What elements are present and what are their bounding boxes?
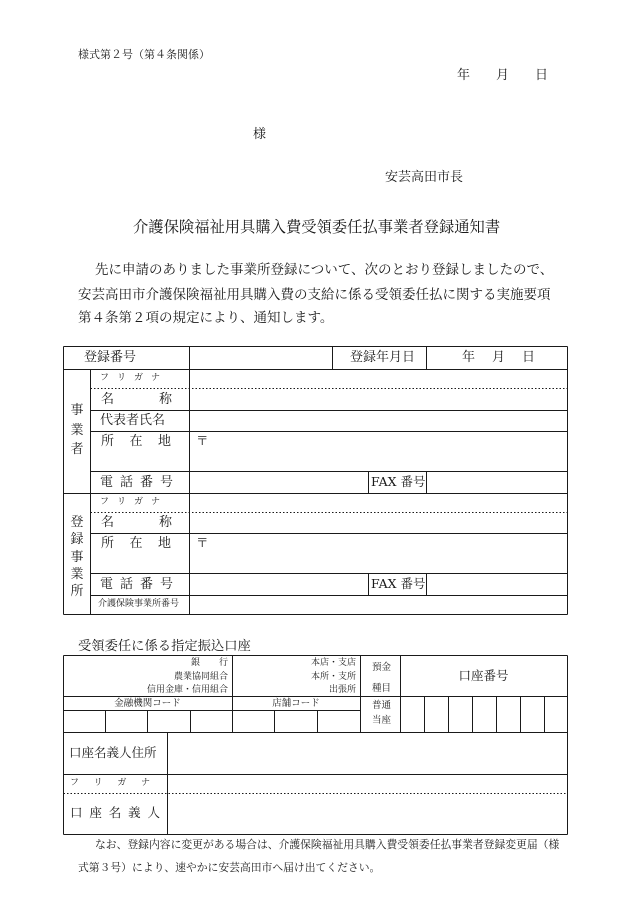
deposit-type-label: 種目 bbox=[372, 682, 392, 694]
label-character: 座 bbox=[89, 805, 102, 820]
label-character: 録 bbox=[70, 532, 84, 548]
holder-address-field bbox=[167, 732, 567, 774]
issue-date-line: 年 月 日 bbox=[457, 68, 549, 83]
branch-code-label: 店舗コード bbox=[272, 697, 320, 709]
label-character: フ bbox=[100, 497, 110, 507]
institution-code-digit-box bbox=[105, 710, 147, 732]
account-number-digit-box bbox=[424, 696, 448, 732]
registration-number-label: 登録番号 bbox=[84, 350, 137, 365]
label-character: 号 bbox=[159, 576, 173, 592]
label-character: 口 bbox=[70, 805, 83, 820]
label-character: 番 bbox=[139, 576, 153, 592]
label-character: 所 bbox=[101, 434, 115, 449]
institution-code-digit-box bbox=[190, 710, 232, 732]
body-line: 先に申請のありました事業所登録について、次のとおり登録しましたので、 bbox=[95, 262, 554, 278]
office-number-field bbox=[189, 595, 567, 614]
operator-representative-label: 代表者氏名 bbox=[100, 413, 166, 428]
branch-type-sub-office: 出張所 bbox=[328, 684, 356, 695]
label-character: 名 bbox=[101, 391, 115, 407]
office-section-label bbox=[70, 516, 84, 598]
deposit-type-ordinary: 普通 bbox=[372, 699, 392, 711]
holder-name-label bbox=[70, 807, 160, 820]
footer-note-line: なお、登録内容に変更がある場合は、介護保険福祉用具購入費受領委任払事業者登録変更届（様 bbox=[95, 837, 560, 851]
label-character: ナ bbox=[150, 373, 160, 383]
label-character: リ bbox=[116, 373, 126, 383]
label-character: 行 bbox=[218, 657, 228, 668]
label-character: ナ bbox=[140, 778, 150, 788]
office-fax-label: FAX 番号 bbox=[371, 576, 426, 591]
label-character: 所 bbox=[101, 536, 115, 551]
label-character: 在 bbox=[129, 536, 143, 551]
label-character: フ bbox=[70, 778, 80, 788]
label-character: 事 bbox=[70, 403, 84, 418]
label-character: 業 bbox=[70, 422, 84, 438]
account-number-label: 口座番号 bbox=[458, 668, 509, 683]
operator-name-field bbox=[189, 388, 567, 410]
label-character: 者 bbox=[70, 442, 84, 457]
deposit-type-label: 預金 bbox=[372, 661, 392, 673]
operator-phone-label bbox=[100, 476, 173, 489]
office-furigana-field bbox=[189, 493, 567, 512]
institution-code-digit-box bbox=[63, 710, 105, 732]
office-name-label bbox=[101, 516, 172, 529]
office-phone-label bbox=[100, 578, 173, 591]
account-number-digit-box bbox=[400, 696, 424, 732]
label-character: 称 bbox=[158, 515, 172, 530]
institution-type-credit-union: 信用金庫・信用組合 bbox=[146, 684, 228, 695]
branch-type-head-office: 本所・支所 bbox=[310, 671, 356, 682]
label-character: 電 bbox=[100, 576, 114, 592]
holder-furigana-label bbox=[70, 779, 150, 788]
registration-date-value: 年 月 日 bbox=[462, 350, 538, 365]
footer-note-line: 式第３号）により、速やかに安芸高田市へ届け出てください。 bbox=[78, 860, 381, 874]
office-address-label bbox=[101, 537, 171, 550]
office-name-field bbox=[189, 512, 567, 533]
label-character: 名 bbox=[108, 805, 122, 820]
holder-address-label: 口座名義人住所 bbox=[69, 744, 157, 760]
label-character: 登 bbox=[70, 515, 84, 530]
account-number-digit-box bbox=[544, 696, 567, 732]
label-character: 事 bbox=[70, 549, 84, 565]
body-line: 安芸高田市介護保険福祉用具購入費の支給に係る受領委任払に関する実施要項 bbox=[78, 287, 551, 303]
operator-furigana-field bbox=[189, 369, 567, 388]
office-phone-field bbox=[189, 573, 368, 595]
label-character: 電 bbox=[100, 474, 114, 490]
office-fax-field bbox=[426, 573, 567, 595]
form-number: 様式第２号（第４条関係） bbox=[78, 48, 210, 61]
label-character: ガ bbox=[117, 778, 127, 788]
registration-number-field bbox=[189, 346, 332, 369]
branch-code-digit-box bbox=[232, 710, 274, 732]
institution-code-label: 金融機関コード bbox=[114, 697, 181, 709]
operator-phone-field bbox=[189, 471, 368, 493]
operator-furigana-label bbox=[100, 374, 160, 383]
operator-representative-field bbox=[189, 410, 567, 431]
holder-furigana-field bbox=[167, 774, 567, 793]
institution-code-digit-box bbox=[147, 710, 190, 732]
label-character: 番 bbox=[139, 474, 153, 490]
label-character: リ bbox=[116, 497, 126, 507]
label-character: ガ bbox=[133, 497, 143, 507]
label-character: 話 bbox=[119, 474, 133, 490]
institution-type-bank bbox=[191, 659, 228, 668]
bank-account-heading: 受領委任に係る指定振込口座 bbox=[78, 638, 251, 654]
office-furigana-label bbox=[100, 498, 160, 507]
label-character: 地 bbox=[157, 434, 171, 449]
issuer-name: 安芸高田市長 bbox=[385, 170, 464, 185]
account-number-digit-box bbox=[472, 696, 496, 732]
label-character: ガ bbox=[133, 373, 143, 383]
body-line: 第４条第２項の規定により、通知します。 bbox=[78, 310, 334, 326]
account-number-digit-box bbox=[520, 696, 544, 732]
label-character: フ bbox=[100, 373, 110, 383]
branch-type-main-branch: 本店・支店 bbox=[310, 657, 356, 668]
label-character: 人 bbox=[147, 805, 160, 820]
institution-type-agricultural-coop: 農業協同組合 bbox=[173, 671, 228, 682]
label-character: 称 bbox=[158, 391, 172, 407]
account-number-digit-box bbox=[448, 696, 472, 732]
branch-code-digit-box bbox=[317, 710, 360, 732]
office-postal-mark: 〒 bbox=[196, 535, 209, 550]
document-title: 介護保険福祉用具購入費受領委任払事業者登録通知書 bbox=[133, 218, 501, 236]
operator-fax-field bbox=[426, 471, 567, 493]
label-character: リ bbox=[93, 778, 103, 788]
office-address-field bbox=[189, 533, 567, 573]
deposit-type-checking: 当座 bbox=[372, 714, 392, 726]
label-character: 業 bbox=[70, 566, 84, 582]
operator-section-label bbox=[70, 404, 84, 456]
branch-code-digit-box bbox=[274, 710, 317, 732]
label-character: 銀 bbox=[191, 657, 201, 668]
addressee-name-field bbox=[78, 124, 248, 146]
label-character: 在 bbox=[129, 434, 143, 449]
account-number-digit-box bbox=[496, 696, 520, 732]
label-character: 所 bbox=[70, 584, 84, 599]
operator-address-field bbox=[189, 431, 567, 471]
label-character: 話 bbox=[119, 576, 133, 592]
registration-date-label: 登録年月日 bbox=[350, 350, 416, 365]
operator-address-label bbox=[101, 435, 171, 448]
label-character: 号 bbox=[159, 474, 173, 490]
label-character: 義 bbox=[128, 805, 141, 820]
holder-name-field bbox=[167, 793, 567, 834]
operator-postal-mark: 〒 bbox=[196, 433, 209, 448]
operator-name-label bbox=[101, 393, 172, 406]
operator-fax-label: FAX 番号 bbox=[371, 474, 426, 489]
label-character: ナ bbox=[150, 497, 160, 507]
addressee-honorific: 様 bbox=[253, 127, 267, 142]
label-character: 地 bbox=[157, 536, 171, 551]
office-number-label: 介護保険事業所番号 bbox=[98, 599, 180, 609]
label-character: 名 bbox=[101, 515, 115, 530]
